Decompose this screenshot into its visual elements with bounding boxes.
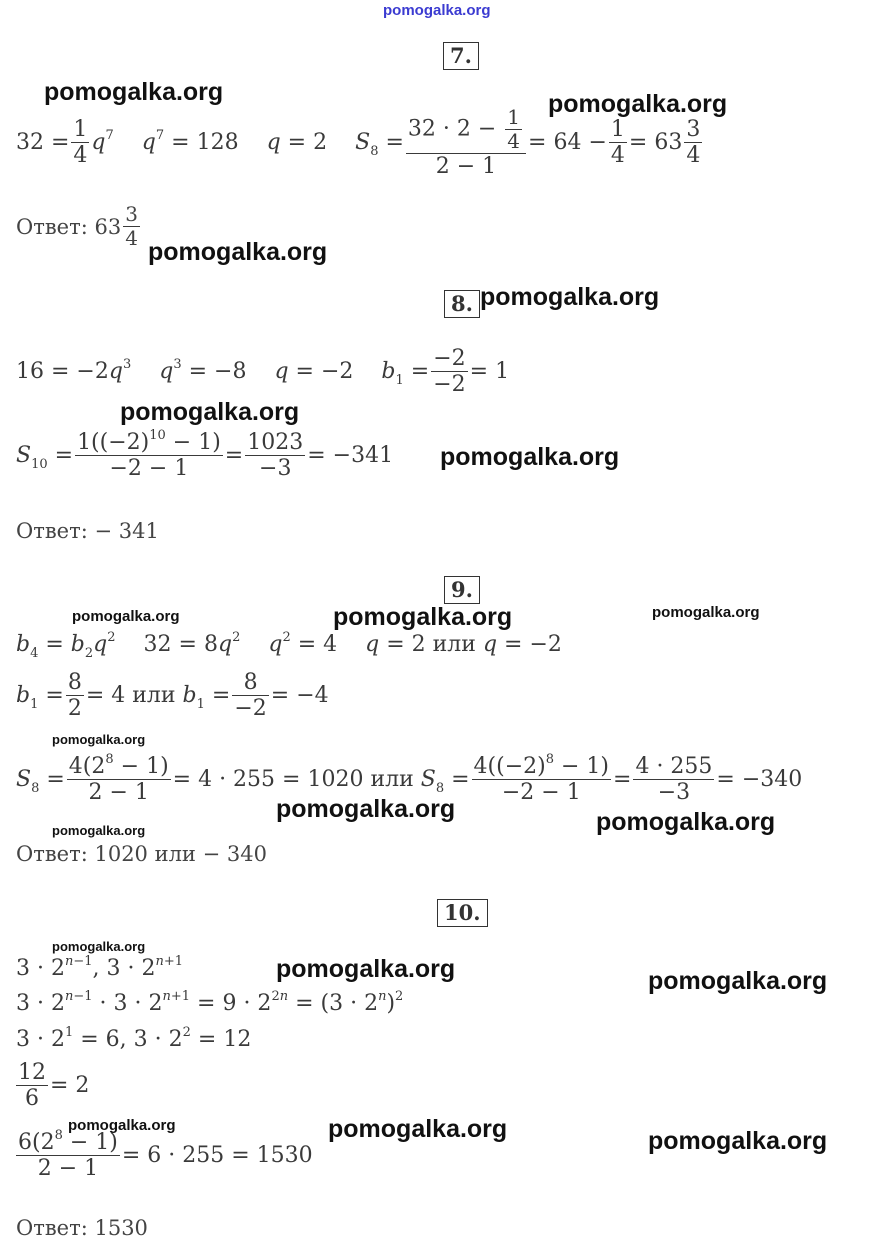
- answer-numerator: 3: [125, 202, 138, 226]
- problem-10-line-5: $\frac{6(2^8 - 1)}{2 - 1}$ = 6 · 255 = 1530: [18, 1128, 313, 1182]
- answer-label: Ответ:: [16, 214, 88, 239]
- problem-7-answer: [16, 203, 142, 250]
- problem-8-answer: [16, 519, 159, 543]
- watermark: pomogalka.org: [648, 1127, 828, 1155]
- watermark: pomogalka.org: [276, 955, 456, 983]
- watermark: pomogalka.org: [148, 238, 328, 266]
- site-header-link[interactable]: pomogalka.org: [383, 2, 491, 19]
- problem-10-number: 10.: [437, 899, 488, 927]
- watermark: pomogalka.org: [52, 823, 146, 838]
- watermark: pomogalka.org: [652, 604, 760, 621]
- problem-10-line-3: $3 \cdot 2^1 = 6$, $3 \cdot 2^2 = 12$: [16, 1025, 252, 1052]
- watermark: pomogalka.org: [596, 808, 776, 836]
- watermark: pomogalka.org: [648, 967, 828, 995]
- watermark: pomogalka.org: [52, 732, 146, 747]
- watermark: pomogalka.org: [52, 939, 146, 954]
- answer-label: Ответ:: [16, 842, 88, 866]
- watermark: pomogalka.org: [120, 398, 300, 426]
- problem-9-answer: [16, 842, 267, 866]
- answer-label: Ответ:: [16, 519, 88, 543]
- answer-label: Ответ:: [16, 1216, 88, 1240]
- watermark: pomogalka.org: [548, 90, 728, 118]
- watermark: pomogalka.org: [276, 795, 456, 823]
- answer-value: − 341: [94, 519, 159, 543]
- problem-9-equation-2: $b_1$ = $\frac{8}{2}$ = 4 или $b_1$ = $\frac{8}{-2}$ = −4: [16, 670, 329, 722]
- problem-8-number: 8.: [444, 290, 480, 318]
- watermark: pomogalka.org: [480, 283, 660, 311]
- problem-10-line-2: $3 \cdot 2^{n-1} \cdot 3 \cdot 2^{n+1} = 9 \cdot 2^{2n} = (3 \cdot 2^n)^2$: [16, 989, 404, 1016]
- answer-value: 1530: [94, 1216, 148, 1240]
- problem-10-line-1: $3 \cdot 2^{n-1}$, $3 \cdot 2^{n+1}$: [16, 954, 184, 981]
- watermark: pomogalka.org: [68, 1117, 176, 1134]
- answer-whole: 63: [94, 214, 122, 239]
- problem-9-equation-3: $S_8$ = $\frac{4(2^8 - 1)}{2 - 1}$ = 4 · 255 = 1020 или $S_8$ = $\frac{4((-2)^8 - 1)}{-2 - 1}$ = $\frac{4 \cdot 255}{-3}$ = −340: [16, 752, 803, 806]
- watermark: pomogalka.org: [333, 603, 513, 631]
- problem-7-number: 7.: [443, 42, 479, 70]
- problem-10-answer: [16, 1216, 148, 1240]
- problem-8-equation-1: $16 = -2q^3$ $q^3 = -8$ q = −2 $b_1$ = $\frac{-2}{-2}$ = 1: [16, 346, 510, 398]
- answer-value: 1020 или − 340: [94, 842, 267, 866]
- watermark: pomogalka.org: [328, 1115, 508, 1143]
- watermark: pomogalka.org: [44, 78, 224, 106]
- problem-9-number: 9.: [444, 576, 480, 604]
- watermark: pomogalka.org: [72, 608, 180, 625]
- answer-denominator: 4: [125, 226, 138, 250]
- problem-7-equation: 32 = $\frac{1}{4}$ $q^7$ $q^7 = 128$ q = 2 $S_8$ = 32 · 2 − $\frac{1}{4}$ 2 − 1 = 64 − $\frac{1}{4}$ = 63 $\frac{3}{4}$: [16, 105, 701, 179]
- problem-9-equation-1: $b_4 = b_2q^2$ $32 = 8q^2$ $q^2 = 4$ q = 2 или q = −2: [16, 630, 562, 661]
- problem-10-line-4: $\frac{12}{6}$ = 2: [18, 1060, 90, 1112]
- problem-8-equation-2: $S_{10}$ = $\frac{1((-2)^{10} - 1)}{-2 - 1}$ = $\frac{1023}{-3}$ = −341: [16, 428, 394, 482]
- watermark: pomogalka.org: [440, 443, 620, 471]
